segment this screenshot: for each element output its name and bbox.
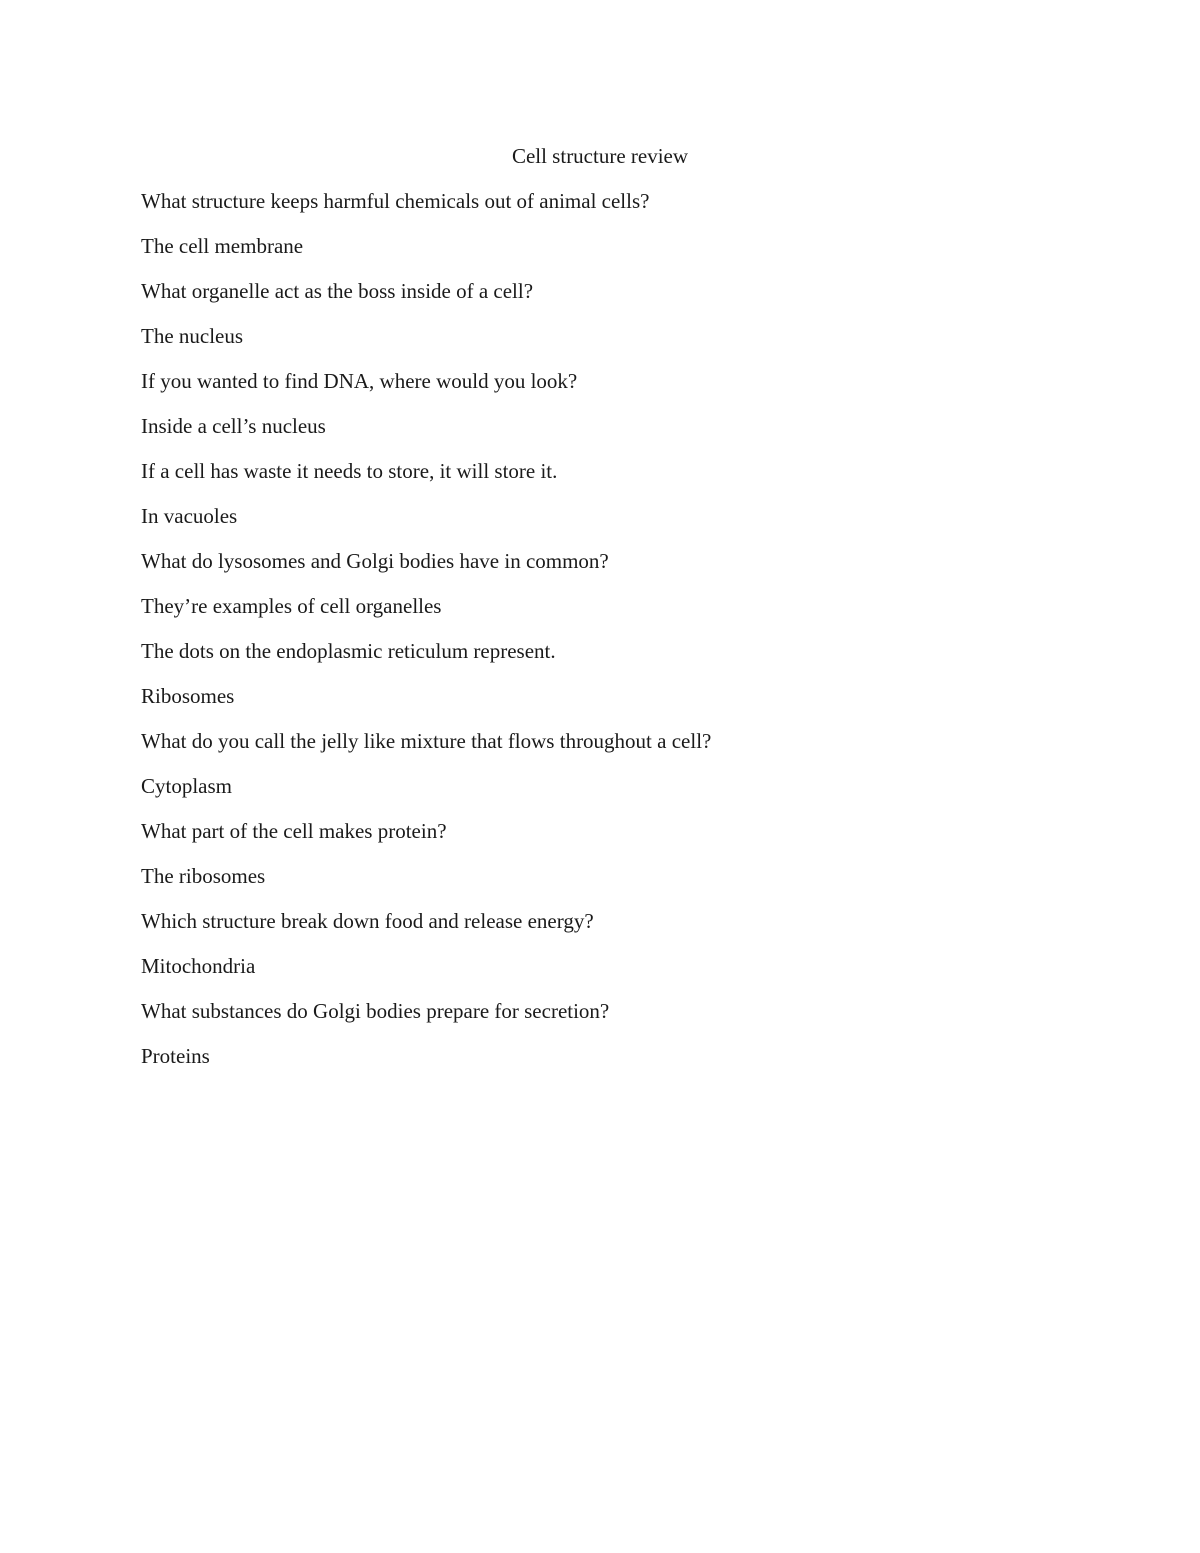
question-line: The dots on the endoplasmic reticulum represent. (141, 639, 556, 663)
question-line: If a cell has waste it needs to store, it will store it. (141, 459, 558, 483)
answer-line: In vacuoles (141, 504, 238, 528)
answer-line: Proteins (141, 1044, 210, 1068)
question-line: What organelle act as the boss inside of a cell? (141, 279, 534, 303)
answer-line: They’re examples of cell organelles (141, 594, 442, 618)
document-title: Cell structure review (511, 144, 689, 168)
question-line: What do lysosomes and Golgi bodies have in common? (141, 549, 609, 573)
answer-line: Ribosomes (141, 684, 235, 708)
answer-line: The nucleus (141, 324, 244, 348)
question-line: What do you call the jelly like mixture that flows throughout a cell? (141, 729, 712, 753)
answer-line: The cell membrane (141, 234, 304, 258)
question-line: If you wanted to find DNA, where would you look? (141, 369, 578, 393)
question-line: What part of the cell makes protein? (141, 819, 447, 843)
answer-line: Mitochondria (141, 954, 256, 978)
qa-list (141, 186, 1101, 1086)
question-line: Which structure break down food and release energy? (141, 909, 594, 933)
answer-line: Inside a cell’s nucleus (141, 414, 326, 438)
question-line: What structure keeps harmful chemicals out of animal cells? (141, 189, 650, 213)
question-line: What substances do Golgi bodies prepare for secretion? (141, 999, 610, 1023)
answer-line: Cytoplasm (141, 774, 233, 798)
answer-line: The ribosomes (141, 864, 266, 888)
